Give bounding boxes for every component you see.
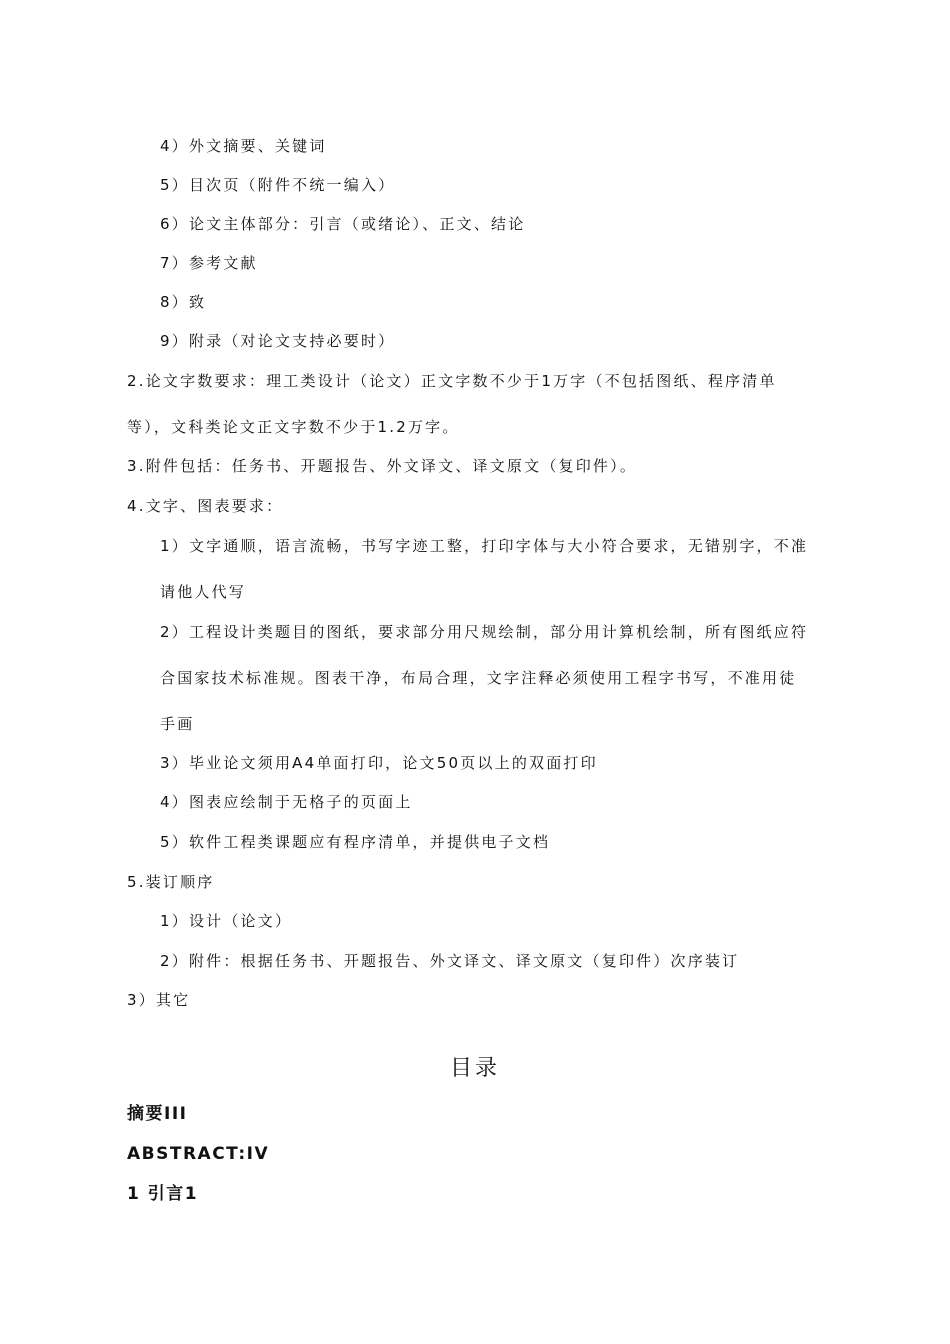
toc-entry-introduction[interactable]: 1 引言1 — [127, 1184, 199, 1204]
list-item-references: 7）参考文献 — [160, 254, 258, 272]
text-chart-item-2-line-2: 合国家技术标准规。图表干净，布局合理，文字注释必须使用工程字书写，不准用徒 — [160, 669, 797, 687]
text-chart-item-2-line-1: 2）工程设计类题目的图纸，要求部分用尺规绘制，部分用计算机绘制，所有图纸应符 — [160, 623, 809, 641]
word-count-line-1: 2.论文字数要求：理工类设计（论文）正文字数不少于1万字（不包括图纸、程序清单 — [127, 372, 777, 390]
text-chart-item-3: 3）毕业论文须用A4单面打印，论文50页以上的双面打印 — [160, 754, 598, 772]
toc-entry-abstract-english[interactable]: ABSTRACT:IV — [127, 1144, 270, 1164]
binding-heading: 5.装订顺序 — [127, 873, 215, 891]
attachments-text: 3.附件包括：任务书、开题报告、外文译文、译文原文（复印件）。 — [127, 457, 638, 475]
text-chart-heading: 4.文字、图表要求： — [127, 497, 284, 515]
text-chart-item-4: 4）图表应绘制于无格子的页面上 — [160, 793, 413, 811]
text-chart-item-2-line-3: 手画 — [160, 715, 195, 733]
toc-title: 目录 — [449, 1056, 500, 1081]
word-count-line-2: 等），文科类论文正文字数不少于1.2万字。 — [127, 418, 460, 436]
list-item-main-body: 6）论文主体部分：引言（或绪论）、正文、结论 — [160, 215, 526, 233]
list-item-appendix: 9）附录（对论文支持必要时） — [160, 332, 396, 350]
text-chart-item-5: 5）软件工程类课题应有程序清单，并提供电子文档 — [160, 833, 551, 851]
list-item-acknowledgement: 8）致 — [160, 293, 207, 311]
list-item-abstract-foreign: 4）外文摘要、关键词 — [160, 137, 327, 155]
binding-item-2: 2）附件：根据任务书、开题报告、外文译文、译文原文（复印件）次序装订 — [160, 952, 740, 970]
toc-entry-abstract[interactable]: 摘要III — [127, 1104, 188, 1124]
binding-item-1: 1）设计（论文） — [160, 912, 293, 930]
binding-item-3: 3）其它 — [127, 991, 191, 1009]
text-chart-item-1-line-1: 1）文字通顺，语言流畅，书写字迹工整，打印字体与大小符合要求，无错别字，不准 — [160, 537, 809, 555]
text-chart-item-1-line-2: 请他人代写 — [160, 583, 247, 601]
list-item-contents-page: 5）目次页（附件不统一编入） — [160, 176, 396, 194]
